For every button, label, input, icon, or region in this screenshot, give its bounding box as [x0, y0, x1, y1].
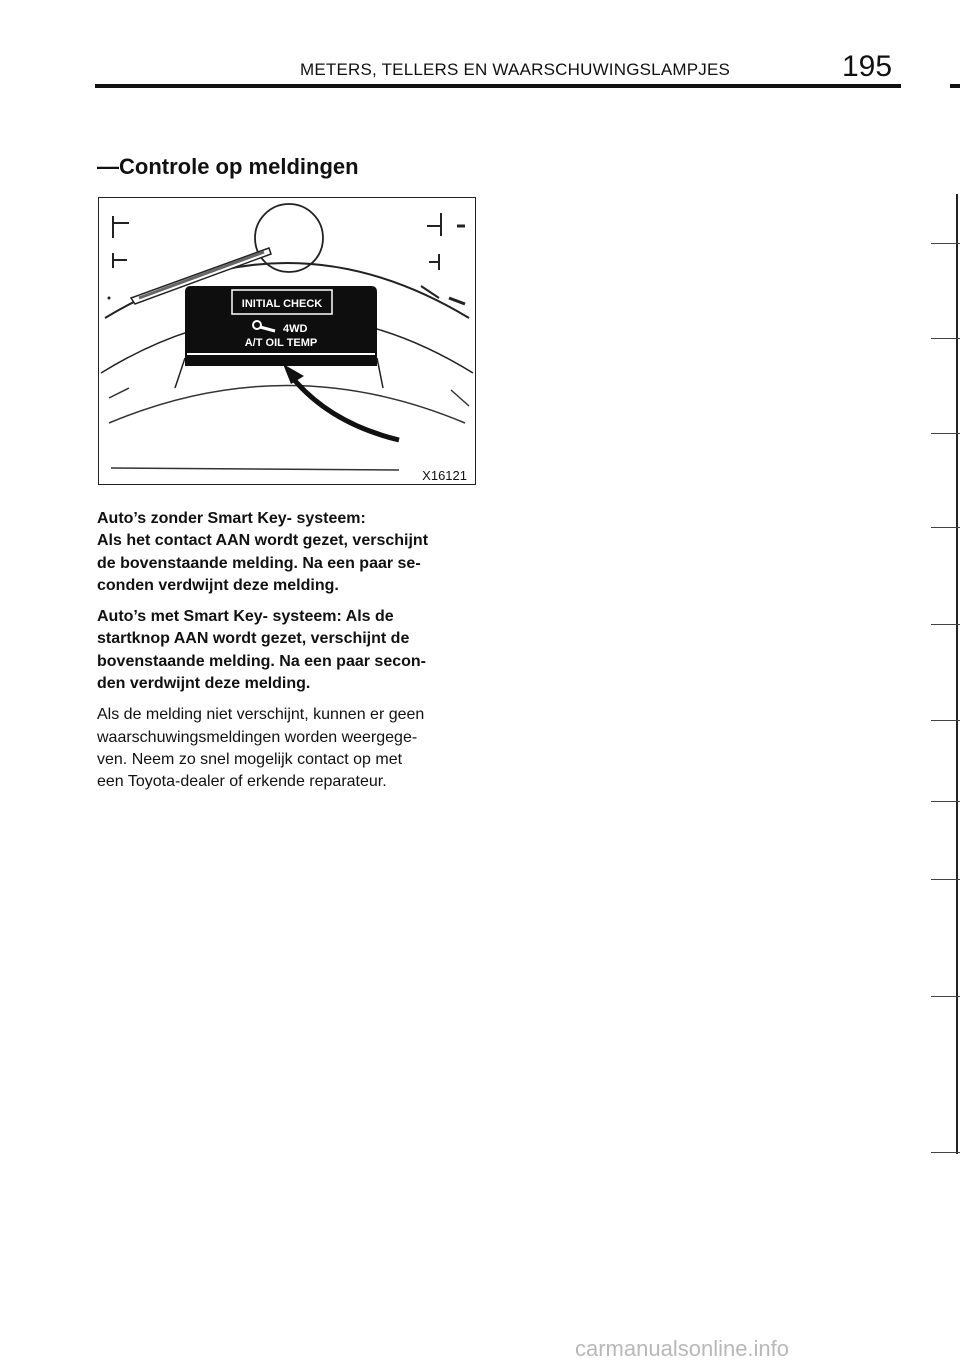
- display-line1-text: 4WD: [283, 323, 308, 335]
- display-bezel-left: [175, 358, 185, 388]
- text-line: ven. Neem zo snel mogelijk contact op met: [97, 750, 403, 768]
- section-title: —Controle op meldingen: [97, 154, 359, 179]
- text-line: de bovenstaande melding. Na een paar se-: [97, 554, 421, 572]
- paragraph-with-smart-key: [97, 606, 482, 695]
- scale-tick: [449, 298, 465, 304]
- header-edge-tick: [950, 84, 960, 88]
- running-header-title: METERS, TELLERS EN WAARSCHUWINGSLAMPJES: [300, 60, 731, 79]
- chapter-tab-divider: [931, 433, 960, 434]
- text-line: bovenstaande melding. Na een paar secon-: [97, 652, 426, 670]
- instrument-cluster-illustration: [99, 198, 475, 484]
- display-line2-text: A/T OIL TEMP: [244, 337, 318, 349]
- body-text: [97, 508, 482, 803]
- bezel-line: [451, 390, 469, 406]
- gauge-hub: [255, 204, 323, 272]
- instrument-cluster-figure: [98, 197, 476, 485]
- chapter-tab-divider: [931, 624, 960, 625]
- pointer-arrow-head: [283, 364, 304, 384]
- chapter-tab-divider: [931, 1152, 960, 1153]
- chapter-tab-divider: [931, 801, 960, 802]
- chapter-tab-divider: [931, 996, 960, 997]
- chapter-tab-divider: [931, 879, 960, 880]
- text-line: een Toyota‑dealer of erkende reparateur.: [97, 773, 387, 791]
- page-number: 195: [842, 50, 893, 83]
- header-rule: [95, 84, 901, 88]
- chapter-tab-divider: [931, 527, 960, 528]
- chapter-tab-divider: [931, 720, 960, 721]
- text-line: den verdwijnt deze melding.: [97, 675, 311, 693]
- text-line: Als de melding niet verschijnt, kunnen er geen: [97, 706, 425, 724]
- bezel-line: [109, 388, 129, 398]
- display-title-text: INITIAL CHECK: [241, 298, 323, 310]
- text-line: Auto’s met Smart Key- systeem: Als de: [97, 608, 394, 626]
- text-line: Als het contact AAN wordt gezet, verschijnt: [97, 532, 429, 550]
- display-bezel-right: [377, 358, 383, 388]
- figure-baseline: [111, 468, 399, 470]
- paragraph-no-message-warning: [97, 704, 482, 793]
- chapter-tab-divider: [931, 243, 960, 244]
- gauge-lower-arc: [109, 386, 465, 424]
- figure-code: X16121: [422, 468, 467, 483]
- text-line: conden verdwijnt deze melding.: [97, 576, 339, 594]
- text-line: Auto’s zonder Smart Key- systeem:: [97, 510, 366, 527]
- paragraph-without-smart-key: [97, 508, 482, 597]
- scale-dot: [108, 297, 111, 300]
- text-line: waarschuwingsmeldingen worden weergege-: [97, 728, 418, 746]
- chapter-tab-divider: [931, 338, 960, 339]
- text-line: startknop AAN wordt gezet, verschijnt de: [97, 630, 410, 648]
- watermark-url[interactable]: carmanualsonline.info: [575, 1336, 790, 1361]
